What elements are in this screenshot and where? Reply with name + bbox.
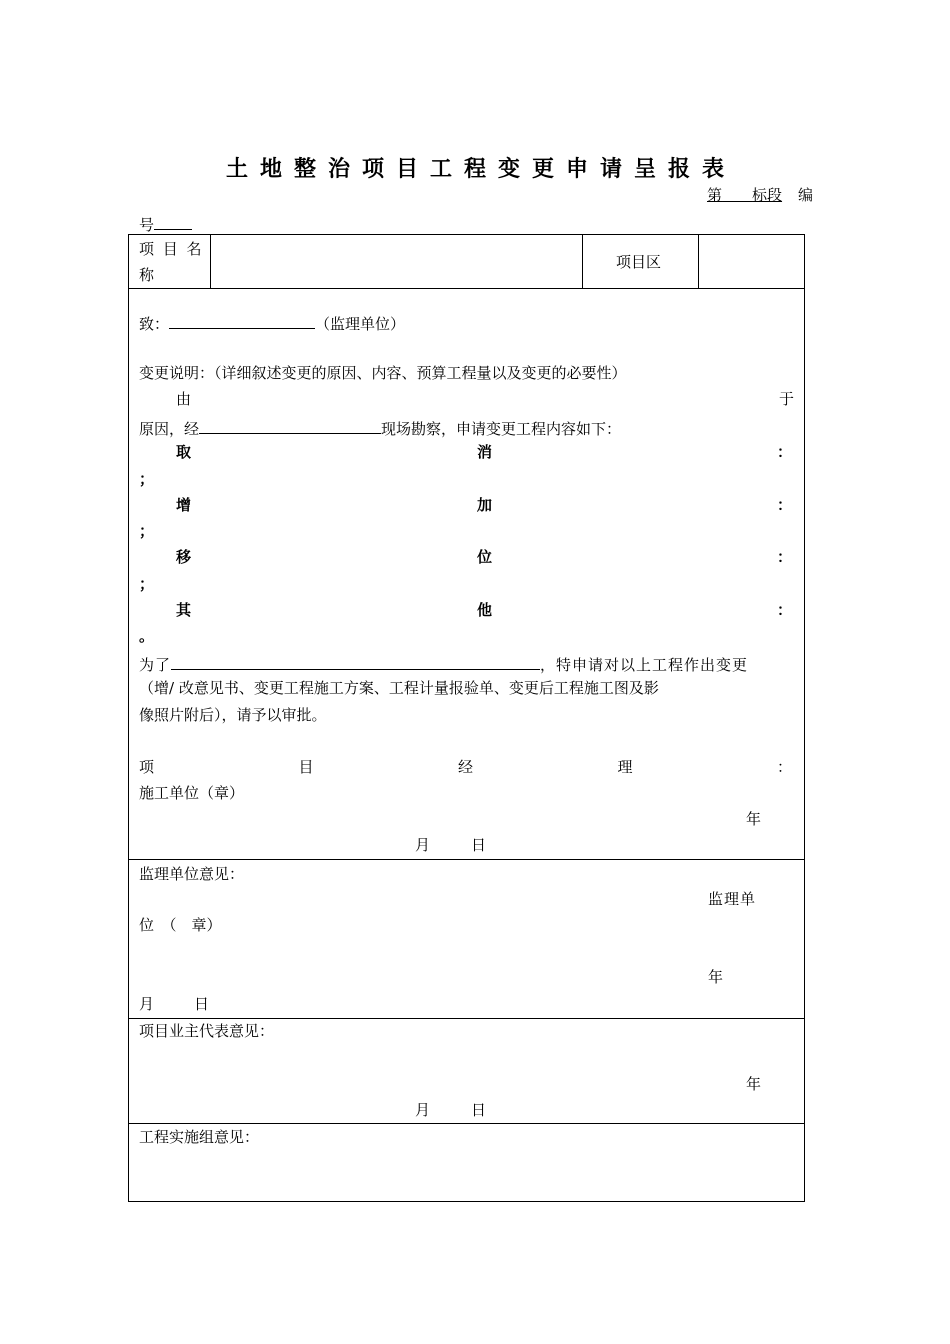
item-cancel-tail: ； [139, 470, 155, 488]
item-move-colon: ： [777, 548, 793, 566]
purpose-line-3: 像照片附后），请予以审批。 [139, 706, 327, 724]
item-add-colon: ： [777, 496, 793, 514]
item-other-a: 其 [176, 601, 192, 619]
contractor-seal-label: 施工单位（章） [139, 784, 245, 802]
divider [698, 234, 699, 289]
project-manager-line: 项 目 经 理 ： [139, 758, 792, 776]
supervisor-seal-label-2: 位 （ 章） [139, 916, 222, 934]
day-label: 日 [471, 1101, 487, 1119]
item-cancel-colon: ： [777, 443, 793, 461]
project-name-label-1: 项 目 名 [139, 240, 204, 258]
year-label: 年 [708, 968, 724, 986]
month-label: 月 [415, 836, 431, 854]
month-label: 月 [139, 995, 155, 1013]
item-move-b: 位 [477, 548, 493, 566]
year-label: 年 [746, 810, 762, 828]
day-label: 日 [194, 995, 210, 1013]
section-biaoduan: 标段 [752, 186, 783, 204]
section-bian: 编 [798, 186, 814, 204]
divider [128, 1018, 805, 1019]
item-add-tail: ； [139, 522, 155, 540]
divider [582, 234, 583, 289]
item-move-tail: ； [139, 575, 155, 593]
inspection-party-blank[interactable] [199, 419, 381, 434]
project-area-label: 项目区 [616, 253, 662, 271]
purpose-blank[interactable] [171, 655, 540, 670]
item-add-a: 增 [176, 496, 192, 514]
owner-opinion-label: 项目业主代表意见： [139, 1022, 275, 1040]
item-other-b: 他 [477, 601, 493, 619]
item-add-b: 加 [477, 496, 493, 514]
purpose-line: 为了 ，特申请对以上工程作出变更 [139, 656, 749, 674]
item-cancel-b: 消 [477, 443, 493, 461]
section-di: 第 [707, 186, 723, 204]
project-name-field[interactable] [214, 240, 578, 284]
item-cancel-a: 取 [176, 443, 192, 461]
divider [210, 234, 211, 289]
item-move-a: 移 [176, 548, 192, 566]
reason-yu: 于 [779, 390, 795, 408]
section-number-label [707, 188, 813, 203]
project-name-label-2: 称 [139, 266, 155, 284]
item-other-tail: 。 [139, 627, 155, 645]
reason-you: 由 [176, 390, 192, 408]
serial-number-label: 号 [139, 215, 192, 233]
divider [128, 1123, 805, 1124]
year-label: 年 [746, 1075, 762, 1093]
divider [128, 859, 805, 860]
day-label: 日 [471, 836, 487, 854]
purpose-line-2: （增/ 改意见书、变更工程施工方案、工程计量报验单、变更后工程施工图及影 [139, 679, 659, 697]
divider [128, 288, 805, 289]
serial-number-blank[interactable] [154, 215, 192, 230]
page-title: 土地整治项目工程变更申请呈报表 [225, 156, 736, 182]
supervisor-opinion-label: 监理单位意见： [139, 865, 245, 883]
addressee-line: 致： （监理单位） [139, 315, 406, 333]
reason-line: 原因，经 现场勘察，申请变更工程内容如下： [139, 420, 622, 438]
supervisor-unit-blank[interactable] [169, 314, 315, 329]
implementation-group-opinion-label: 工程实施组意见： [139, 1128, 260, 1146]
month-label: 月 [415, 1101, 431, 1119]
project-area-field[interactable] [702, 240, 800, 284]
supervisor-seal-label-1: 监理单 [708, 890, 757, 908]
item-other-colon: ： [777, 601, 793, 619]
change-description-label: 变更说明：（详细叙述变更的原因、内容、预算工程量以及变更的必要性） [139, 364, 627, 382]
